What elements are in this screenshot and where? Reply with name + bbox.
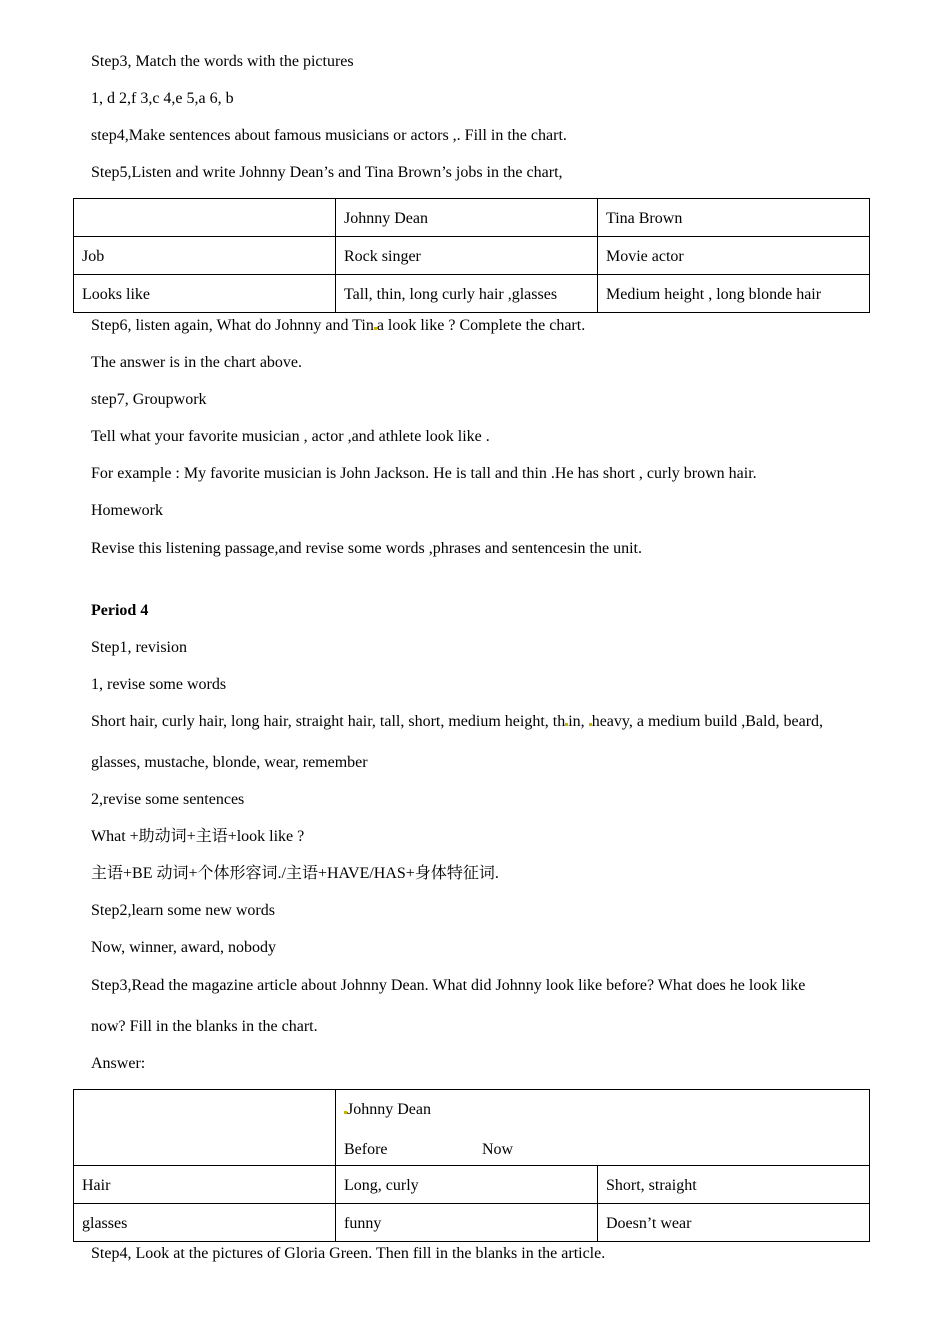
before-label: Before	[344, 1141, 388, 1158]
step6-part-b: a look like ? Complete the chart.	[376, 317, 586, 334]
step5-text: Step5,Listen and write Johnny Dean’s and Tina Brown’s jobs in the chart,	[91, 164, 563, 181]
table-cell: Movie actor	[598, 237, 870, 275]
jobs-table	[73, 198, 870, 313]
revise-words-title: 1, revise some words	[91, 676, 227, 693]
table-header-row	[74, 1090, 870, 1166]
step1-text: Step1, revision	[91, 639, 187, 656]
table-cell	[336, 1090, 870, 1166]
step3-answers: 1, d 2,f 3,c 4,e 5,a 6, b	[91, 90, 234, 107]
step3-article-line2: now? Fill in the blanks in the chart.	[91, 1018, 318, 1035]
table-header-row	[74, 199, 870, 237]
step3-text: Step3, Match the words with the pictures	[91, 53, 354, 70]
revise-sentences-title: 2,revise some sentences	[91, 791, 245, 808]
new-words: Now, winner, award, nobody	[91, 939, 276, 956]
step3-article-line1: Step3,Read the magazine article about Johnny Dean. What did Johnny look like before? What does he look like	[91, 977, 806, 994]
table-cell: Looks like	[74, 275, 336, 313]
johnny-dean-header: Johnny Dean	[347, 1101, 431, 1118]
table-cell: Rock singer	[336, 237, 598, 275]
period-4-heading: Period 4	[91, 602, 149, 619]
step4-text: step4,Make sentences about famous musicians or actors ,. Fill in the chart.	[91, 127, 567, 144]
now-label: Now	[482, 1141, 514, 1158]
step6-text	[91, 316, 585, 336]
table-row	[74, 1166, 870, 1204]
example-text: For example : My favorite musician is John Jackson. He is tall and thin .He has short , curly brown hair.	[91, 465, 757, 482]
table-cell	[74, 199, 336, 237]
table-cell: Short, straight	[598, 1166, 870, 1204]
homework-heading: Homework	[91, 502, 163, 519]
before-now-labels	[344, 1140, 861, 1160]
tell-text: Tell what your favorite musician , actor ,and athlete look like .	[91, 428, 490, 445]
table-cell: Long, curly	[336, 1166, 598, 1204]
table-row	[74, 275, 870, 313]
table-row	[74, 237, 870, 275]
table-cell: Job	[74, 237, 336, 275]
table-row	[74, 1204, 870, 1242]
answer-label: Answer:	[91, 1055, 146, 1072]
table-cell: Doesn’t wear	[598, 1204, 870, 1242]
table-cell: Hair	[74, 1166, 336, 1204]
table-cell: funny	[336, 1204, 598, 1242]
words-part-c: heavy, a medium build ,Bald, beard,	[591, 713, 824, 730]
table-cell: Medium height , long blonde hair	[598, 275, 870, 313]
before-now-table	[73, 1089, 870, 1242]
words-part-a: Short hair, curly hair, long hair, straight hair, tall, short, medium height, th	[91, 713, 566, 730]
words-list-line2: glasses, mustache, blonde, wear, remember	[91, 754, 368, 771]
step7-text: step7, Groupwork	[91, 391, 207, 408]
sentence-pattern-2: 主语+BE 动词+个体形容词./主语+HAVE/HAS+身体特征词.	[91, 865, 499, 882]
words-list-line1	[91, 712, 823, 732]
step6-part-a: Step6, listen again, What do Johnny and Tin	[91, 317, 374, 334]
table-cell	[74, 1090, 336, 1166]
homework-text: Revise this listening passage,and revise some words ,phrases and sentencesin the unit.	[91, 540, 642, 557]
answer-note: The answer is in the chart above.	[91, 354, 303, 371]
words-part-b: in,	[568, 713, 589, 730]
table-cell: Tina Brown	[598, 199, 870, 237]
step2-text: Step2,learn some new words	[91, 902, 275, 919]
step4-gloria-text: Step4, Look at the pictures of Gloria Green. Then fill in the blanks in the article.	[91, 1245, 606, 1262]
table-cell: Tall, thin, long curly hair ,glasses	[336, 275, 598, 313]
sentence-pattern-1: What +助动词+主语+look like ?	[91, 828, 305, 845]
table-cell: Johnny Dean	[336, 199, 598, 237]
table-cell: glasses	[74, 1204, 336, 1242]
